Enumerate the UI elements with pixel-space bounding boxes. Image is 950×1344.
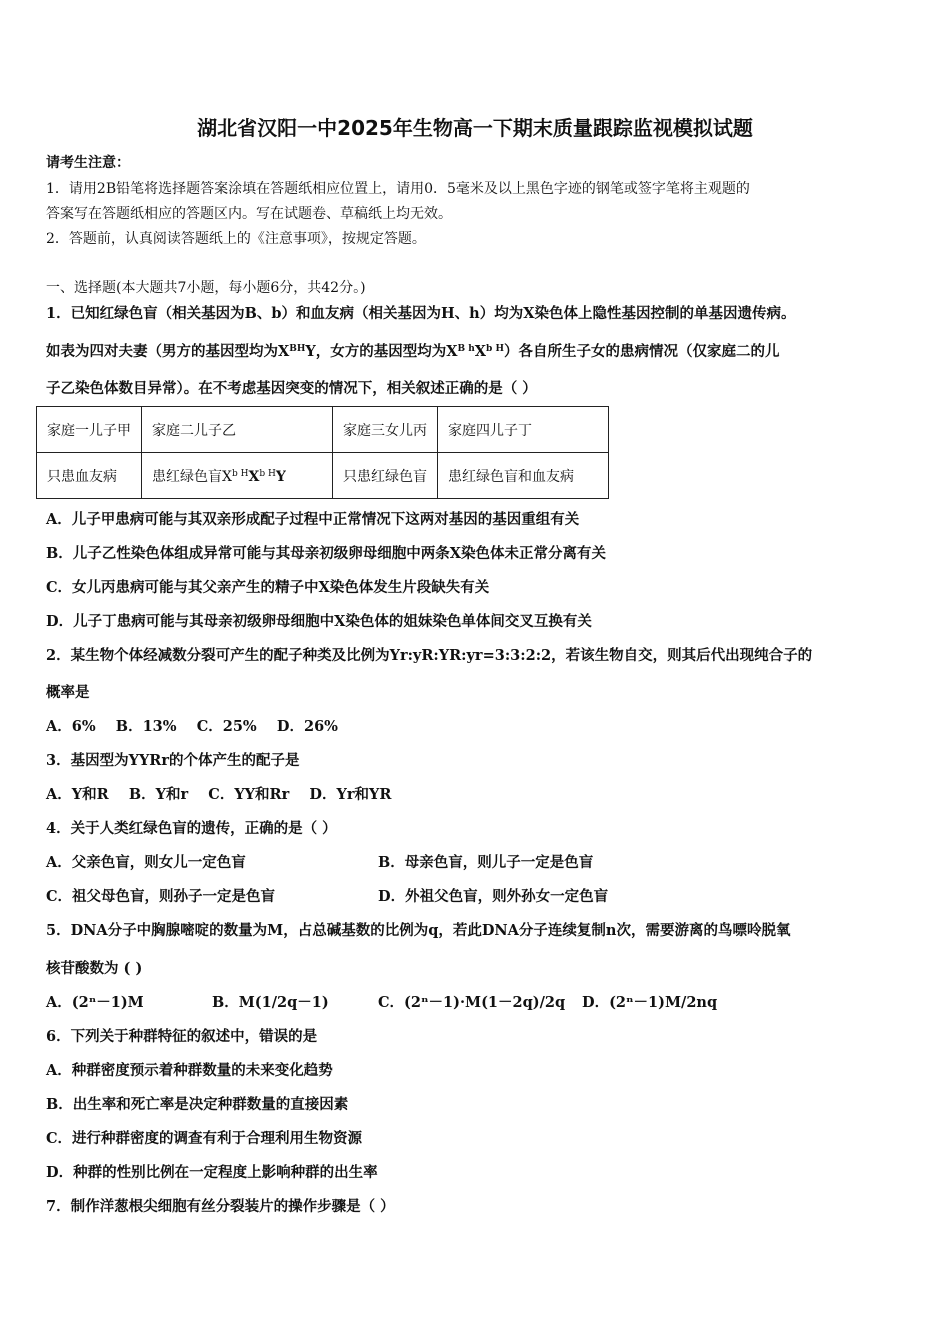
table-cell: 患红绿色盲和血友病 — [438, 453, 609, 499]
q3-options: A．Y和R B．Y和r C．YY和Rr D．Yr和YR — [46, 786, 392, 803]
notice-line-2: 答案写在答题纸相应的答题区内。写在试题卷、草稿纸上均无效。 — [46, 206, 452, 222]
table-cell: 家庭二儿子乙 — [142, 407, 333, 453]
q7-line: 7．制作洋葱根尖细胞有丝分裂装片的操作步骤是（ ） — [46, 1198, 395, 1215]
notice-heading: 请考生注意： — [46, 155, 130, 171]
genotype-table — [36, 406, 609, 499]
table-cell: 只患血友病 — [37, 453, 142, 499]
q2-line-1: 2．某生物个体经减数分裂可产生的配子种类及比例为Yr:yR:YR:yr=3:3:2:2，若该生物自交，则其后代出现纯合子的 — [46, 647, 813, 664]
table-cell: 家庭三女儿丙 — [333, 407, 438, 453]
q4-option-b: B．母亲色盲，则儿子一定是色盲 — [378, 854, 594, 871]
q5-line-2: 核苷酸数为 ( ) — [46, 960, 143, 977]
q1-option-d: D．儿子丁患病可能与其母亲初级卵母细胞中X染色体的姐妹染色单体间交叉互换有关 — [46, 613, 592, 630]
q4-option-c: C．祖父母色盲，则孙子一定是色盲 — [46, 888, 276, 905]
q2-options: A．6% B．13% C．25% D．26% — [46, 718, 338, 735]
notice-line-1: 1．请用2B铅笔将选择题答案涂填在答题纸相应位置上，请用0．5毫米及以上黑色字迹的钢笔或签字笔将主观题的 — [46, 181, 750, 197]
table-cell: 患红绿色盲$X^{b H}X^{b H}Y$ — [142, 453, 333, 499]
q1-option-a: A．儿子甲患病可能与其双亲形成配子过程中正常情况下这两对基因的基因重组有关 — [46, 511, 580, 528]
q1-line-1: 1．已知红绿色盲（相关基因为B、b）和血友病（相关基因为H、h）均为X染色体上隐性基因控制的单基因遗传病。 — [46, 305, 796, 322]
q6-option-d: D．种群的性别比例在一定程度上影响种群的出生率 — [46, 1164, 378, 1181]
q6-line: 6．下列关于种群特征的叙述中，错误的是 — [46, 1028, 318, 1045]
exam-title: 湖北省汉阳一中2025年生物高一下期末质量跟踪监视模拟试题 — [197, 116, 753, 140]
q4-option-a: A．父亲色盲，则女儿一定色盲 — [46, 854, 246, 871]
table-row — [37, 453, 609, 499]
q6-option-a: A．种群密度预示着种群数量的未来变化趋势 — [46, 1062, 333, 1079]
q5-option-d: D．(2ⁿ－1)M/2nq — [582, 994, 718, 1011]
q1-line-3: 子乙染色体数目异常）。在不考虑基因突变的情况下，相关叙述正确的是（ ） — [46, 380, 537, 397]
section-heading: 一、选择题(本大题共7小题，每小题6分，共42分。) — [46, 280, 366, 296]
q1-option-c: C．女儿丙患病可能与其父亲产生的精子中X染色体发生片段缺失有关 — [46, 579, 490, 596]
notice-line-3: 2．答题前，认真阅读答题纸上的《注意事项》，按规定答题。 — [46, 231, 426, 247]
q5-option-b: B．M(1/2q－1) — [212, 994, 329, 1011]
q1-option-b: B．儿子乙性染色体组成异常可能与其母亲初级卵母细胞中两条X染色体未正常分离有关 — [46, 545, 607, 562]
table-cell: 家庭一儿子甲 — [37, 407, 142, 453]
table-row — [37, 407, 609, 453]
q5-line-1: 5．DNA分子中胸腺嘧啶的数量为M，占总碱基数的比例为q，若此DNA分子连续复制n次，需要游离的鸟嘌呤脱氧 — [46, 922, 791, 939]
q4-line: 4．关于人类红绿色盲的遗传，正确的是（ ） — [46, 820, 337, 837]
q2-line-2: 概率是 — [46, 684, 90, 701]
q3-line: 3．基因型为YYRr的个体产生的配子是 — [46, 752, 300, 769]
table-cell: 家庭四儿子丁 — [438, 407, 609, 453]
q1-line-2: 如表为四对夫妻（男方的基因型均为$X^{BH}Y$，女方的基因型均为$X^{B h}X^{b H}$）各自所生子女的患病情况（仅家庭二的儿 — [46, 343, 780, 360]
table-cell: 只患红绿色盲 — [333, 453, 438, 499]
q6-option-b: B．出生率和死亡率是决定种群数量的直接因素 — [46, 1096, 349, 1113]
q4-option-d: D．外祖父色盲，则外孙女一定色盲 — [378, 888, 609, 905]
q6-option-c: C．进行种群密度的调查有利于合理利用生物资源 — [46, 1130, 363, 1147]
q5-option-a: A．(2ⁿ－1)M — [46, 994, 144, 1011]
q5-option-c: C．(2ⁿ－1)·M(1－2q)/2q — [378, 994, 566, 1011]
